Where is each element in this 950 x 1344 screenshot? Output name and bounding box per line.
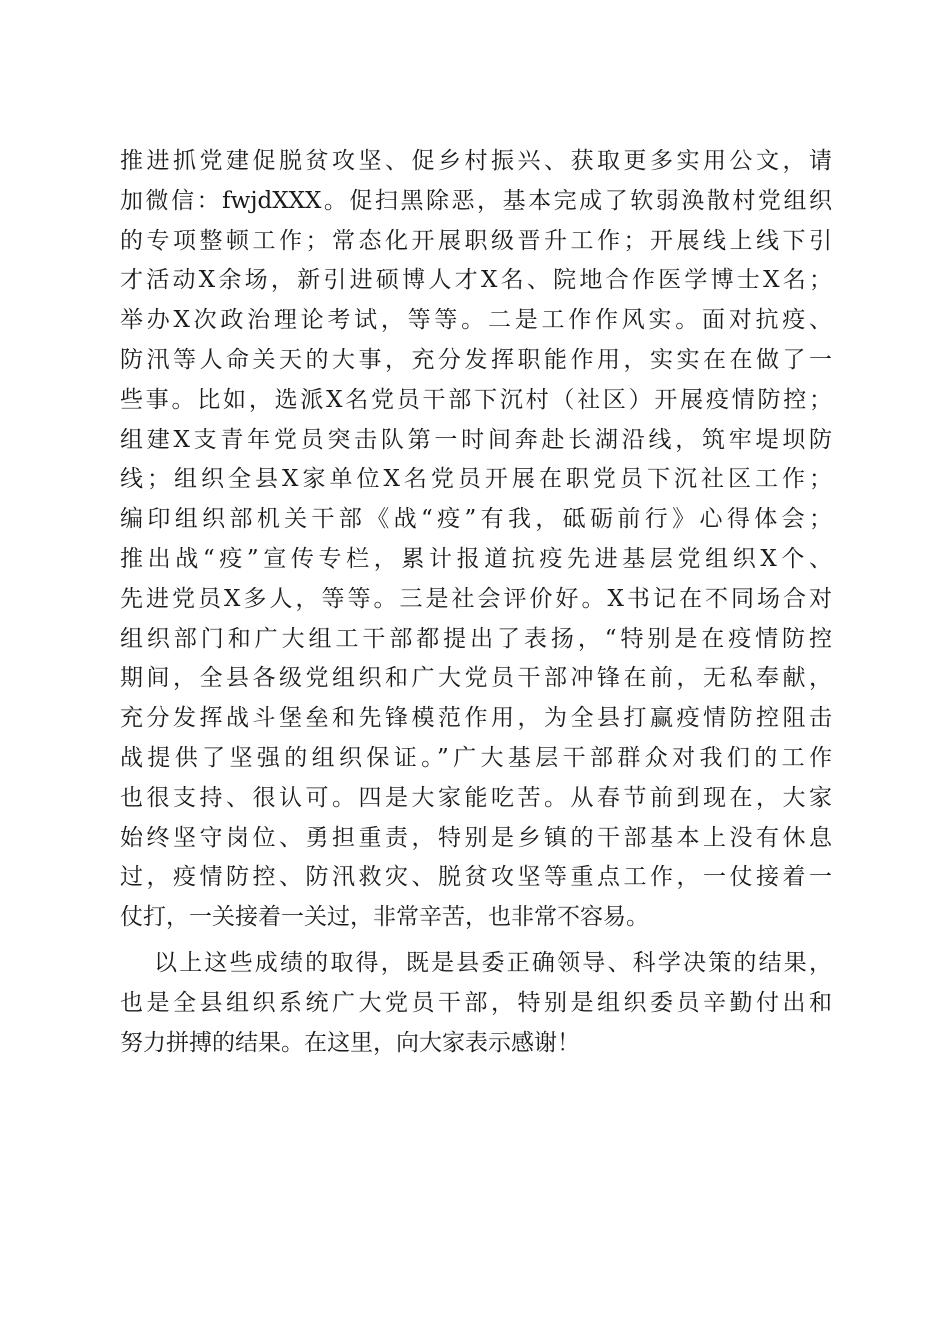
- text-line: 才活动X余场，新引进硕博人才X名、院地合作医学博士X名；: [120, 267, 832, 294]
- text-line: 防汛等人命关天的大事，充分发挥职能作用，实实在在做了一: [120, 346, 832, 373]
- paragraph-achievements: [120, 142, 832, 938]
- document-body: [120, 142, 832, 1063]
- text-line: 推进抓党建促脱贫攻坚、促乡村振兴、获取更多实用公文，请: [120, 148, 832, 174]
- text-line: 组建X支青年党员突击队第一时间奔赴长湖沿线，筑牢堤坝防: [120, 426, 832, 453]
- text-line: 充分发挥战斗堡垒和先锋模范作用，为全县打赢疫情防控阻击: [120, 705, 832, 732]
- text-line: 过，疫情防控、防汛救灾、脱贫攻坚等重点工作，一仗接着一: [120, 864, 832, 891]
- text-line: 加微信：fwjdXXX。促扫黑除恶，基本完成了软弱涣散村党组织: [120, 187, 832, 214]
- text-line: 也是全县组织系统广大党员干部，特别是组织委员辛勤付出和: [120, 989, 832, 1016]
- text-line: 努力拼搏的结果。在这里，向大家表示感谢！: [120, 1029, 580, 1056]
- text-line: 些事。比如，选派X名党员干部下沉村（社区）开展疫情防控；: [120, 386, 832, 413]
- text-line: 也很支持、很认可。四是大家能吃苦。从春节前到现在，大家: [120, 784, 832, 811]
- text-line: 线；组织全县X家单位X名党员开展在职党员下沉社区工作；: [120, 466, 832, 493]
- text-line: 以上这些成绩的取得，既是县委正确领导、科学决策的结果，: [154, 949, 832, 976]
- text-line: 组织部门和广大组工干部都提出了表扬，“特别是在疫情防控: [120, 625, 832, 652]
- text-line: 举办X次政治理论考试，等等。二是工作作风实。面对抗疫、: [120, 307, 832, 334]
- text-line: 先进党员X多人，等等。三是社会评价好。X书记在不同场合对: [120, 585, 832, 612]
- text-line: 战提供了坚强的组织保证。”广大基层干部群众对我们的工作: [120, 744, 832, 771]
- text-line: 的专项整顿工作；常态化开展职级晋升工作；开展线上线下引: [120, 227, 832, 254]
- text-line: 期间，全县各级党组织和广大党员干部冲锋在前，无私奉献，: [120, 665, 832, 692]
- paragraph-thanks: [120, 944, 832, 1063]
- text-line: 始终坚守岗位、勇担重责，特别是乡镇的干部基本上没有休息: [120, 824, 832, 851]
- text-line: 仗打，一关接着一关过，非常辛苦，也非常不容易。: [120, 904, 649, 931]
- text-line: 推出战“疫”宣传专栏，累计报道抗疫先进基层党组织X个、: [120, 545, 832, 572]
- text-line: 编印组织部机关干部《战“疫”有我，砥砺前行》心得体会；: [120, 506, 832, 533]
